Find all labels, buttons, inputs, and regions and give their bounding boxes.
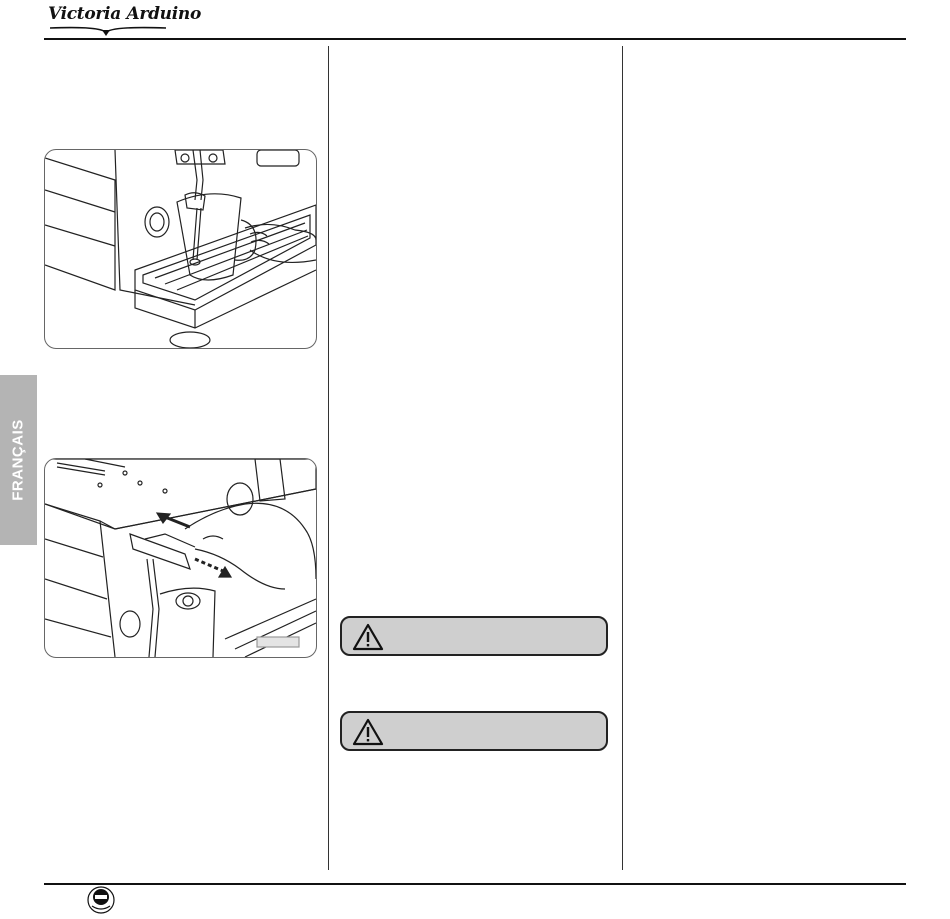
warning-triangle-icon: [352, 623, 384, 651]
steam-wand-jug-drawing: [45, 150, 316, 348]
brand-logo-flourish: [48, 4, 178, 38]
language-tab-label: FRANÇAIS: [9, 419, 27, 501]
steam-wand-jug-illustration: [44, 149, 317, 349]
warning-box-2: [340, 711, 608, 751]
steam-lever-drawing: [45, 459, 316, 657]
warning-triangle-icon: [352, 718, 384, 746]
certification-seal-icon: [87, 886, 115, 914]
column-divider-left: [328, 46, 329, 870]
brand-logo-text: Victoria Arduino: [48, 4, 201, 24]
column-divider-right: [622, 46, 623, 870]
steam-lever-operation-illustration: [44, 458, 317, 658]
warning-box-1: [340, 616, 608, 656]
brand-logo: [48, 4, 201, 38]
footer-rule: [44, 883, 906, 885]
header-rule: [44, 38, 906, 40]
